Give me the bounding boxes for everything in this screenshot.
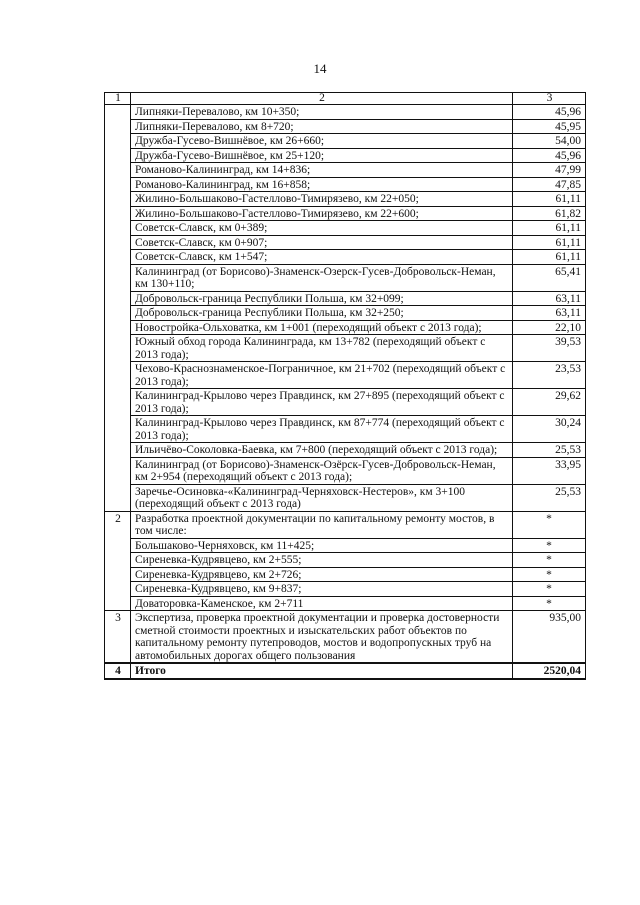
total-label-cell: Итого (131, 663, 513, 679)
item-value-cell: 61,82 (513, 206, 586, 221)
item-value-cell: 63,11 (513, 291, 586, 306)
item-value-cell: 33,95 (513, 457, 586, 484)
row-number-cell: 3 (105, 611, 131, 664)
item-name-cell: Доваторовка-Каменское, км 2+711 (131, 596, 513, 611)
item-value-cell: 39,53 (513, 335, 586, 362)
table-row (105, 457, 586, 484)
item-value-cell: * (513, 567, 586, 582)
item-name-cell: Дружба-Гусево-Вишнёвое, км 26+660; (131, 134, 513, 149)
table-row (105, 206, 586, 221)
item-value-cell: 61,11 (513, 250, 586, 265)
item-value-cell: 30,24 (513, 416, 586, 443)
item-value-cell: 61,11 (513, 235, 586, 250)
table-row (105, 264, 586, 291)
table-row (105, 389, 586, 416)
item-value-cell: 45,95 (513, 119, 586, 134)
item-name-cell: Сиреневка-Кудрявцево, км 9+837; (131, 582, 513, 597)
item-value-cell: 22,10 (513, 320, 586, 335)
table-row (105, 134, 586, 149)
item-name-cell: Советск-Славск, км 0+389; (131, 221, 513, 236)
item-name-cell: Добровольск-граница Республики Польша, км 32+099; (131, 291, 513, 306)
item-name-cell: Жилино-Большаково-Гастеллово-Тимирязево, км 22+050; (131, 192, 513, 207)
item-name-cell: Чехово-Краснознаменское-Пограничное, км 21+702 (переходящий объект с 2013 года); (131, 362, 513, 389)
item-value-cell: 23,53 (513, 362, 586, 389)
table-row (105, 511, 586, 538)
item-name-cell: Калининград (от Борисово)-Знаменск-Озерск-Гусев-Добровольск-Неман, км 130+110; (131, 264, 513, 291)
table-row (105, 553, 586, 568)
item-value-cell: 29,62 (513, 389, 586, 416)
item-value-cell: 25,53 (513, 443, 586, 458)
item-name-cell: Дружба-Гусево-Вишнёвое, км 25+120; (131, 148, 513, 163)
total-value-cell: 2520,04 (513, 663, 586, 679)
item-name-cell: Калининград-Крылово через Правдинск, км 87+774 (переходящий объект с 2013 года); (131, 416, 513, 443)
item-value-cell: * (513, 511, 586, 538)
item-value-cell: 61,11 (513, 192, 586, 207)
table-body (105, 105, 586, 679)
table-row (105, 611, 586, 664)
item-name-cell: Южный обход города Калининграда, км 13+782 (переходящий объект с 2013 года); (131, 335, 513, 362)
table-row (105, 335, 586, 362)
item-name-cell: Советск-Славск, км 1+547; (131, 250, 513, 265)
item-name-cell: Новостройка-Ольховатка, км 1+001 (переходящий объект с 2013 года); (131, 320, 513, 335)
page-number: 14 (313, 61, 327, 76)
table-row (105, 235, 586, 250)
item-name-cell: Калининград-Крылово через Правдинск, км 27+895 (переходящий объект с 2013 года); (131, 389, 513, 416)
item-name-cell: Липняки-Перевалово, км 10+350; (131, 105, 513, 120)
header-col-1: 1 (105, 93, 131, 105)
table-row (105, 291, 586, 306)
item-name-cell: Добровольск-граница Республики Польша, км 32+250; (131, 306, 513, 321)
table-row (105, 443, 586, 458)
item-value-cell: 935,00 (513, 611, 586, 664)
item-name-cell: Разработка проектной документации по капитальному ремонту мостов, в том числе: (131, 511, 513, 538)
item-value-cell: * (513, 596, 586, 611)
item-value-cell: 61,11 (513, 221, 586, 236)
total-row (105, 663, 586, 679)
item-value-cell: 45,96 (513, 148, 586, 163)
table-row (105, 163, 586, 178)
table-row (105, 192, 586, 207)
item-name-cell: Сиреневка-Кудрявцево, км 2+555; (131, 553, 513, 568)
item-value-cell: 47,85 (513, 177, 586, 192)
item-name-cell: Экспертиза, проверка проектной документации и проверка достоверности сметной стоимости проектных и изыскательских работ объектов по капитальному ремонту путепроводов, мостов и водопропускных труб на автомобильных дорогах общего пользования (131, 611, 513, 664)
table-row (105, 148, 586, 163)
item-value-cell: * (513, 553, 586, 568)
item-name-cell: Сиреневка-Кудрявцево, км 2+726; (131, 567, 513, 582)
table-row (105, 362, 586, 389)
row-number-cell: 2 (105, 511, 131, 611)
header-col-2: 2 (131, 93, 513, 105)
item-value-cell: 54,00 (513, 134, 586, 149)
table-row (105, 177, 586, 192)
item-value-cell: 45,96 (513, 105, 586, 120)
item-value-cell: 25,53 (513, 484, 586, 511)
item-value-cell: 63,11 (513, 306, 586, 321)
table-row (105, 320, 586, 335)
item-value-cell: * (513, 582, 586, 597)
item-name-cell: Большаково-Черняховск, км 11+425; (131, 538, 513, 553)
table-row (105, 221, 586, 236)
table-row (105, 119, 586, 134)
table-row (105, 416, 586, 443)
item-name-cell: Ильичёво-Соколовка-Баевка, км 7+800 (переходящий объект с 2013 года); (131, 443, 513, 458)
item-name-cell: Липняки-Перевалово, км 8+720; (131, 119, 513, 134)
item-name-cell: Калининград (от Борисово)-Знаменск-Озёрск-Гусев-Добровольск-Неман, км 2+954 (переходящий объект с 2013 года); (131, 457, 513, 484)
total-number-cell: 4 (105, 663, 131, 679)
budget-table (104, 92, 586, 680)
row-number-cell (105, 105, 131, 512)
table-header-row (105, 93, 586, 105)
item-value-cell: 65,41 (513, 264, 586, 291)
table-row (105, 567, 586, 582)
table-row (105, 582, 586, 597)
table-row (105, 306, 586, 321)
item-name-cell: Жилино-Большаково-Гастеллово-Тимирязево, км 22+600; (131, 206, 513, 221)
item-name-cell: Романово-Калининград, км 14+836; (131, 163, 513, 178)
item-name-cell: Заречье-Осиновка-«Калининград-Черняховск-Нестеров», км 3+100 (переходящий объект с 2013 года) (131, 484, 513, 511)
item-name-cell: Советск-Славск, км 0+907; (131, 235, 513, 250)
table-row (105, 105, 586, 120)
header-col-3: 3 (513, 93, 586, 105)
item-value-cell: 47,99 (513, 163, 586, 178)
table-row (105, 484, 586, 511)
table-row (105, 250, 586, 265)
table-row (105, 596, 586, 611)
item-value-cell: * (513, 538, 586, 553)
item-name-cell: Романово-Калининград, км 16+858; (131, 177, 513, 192)
table-row (105, 538, 586, 553)
